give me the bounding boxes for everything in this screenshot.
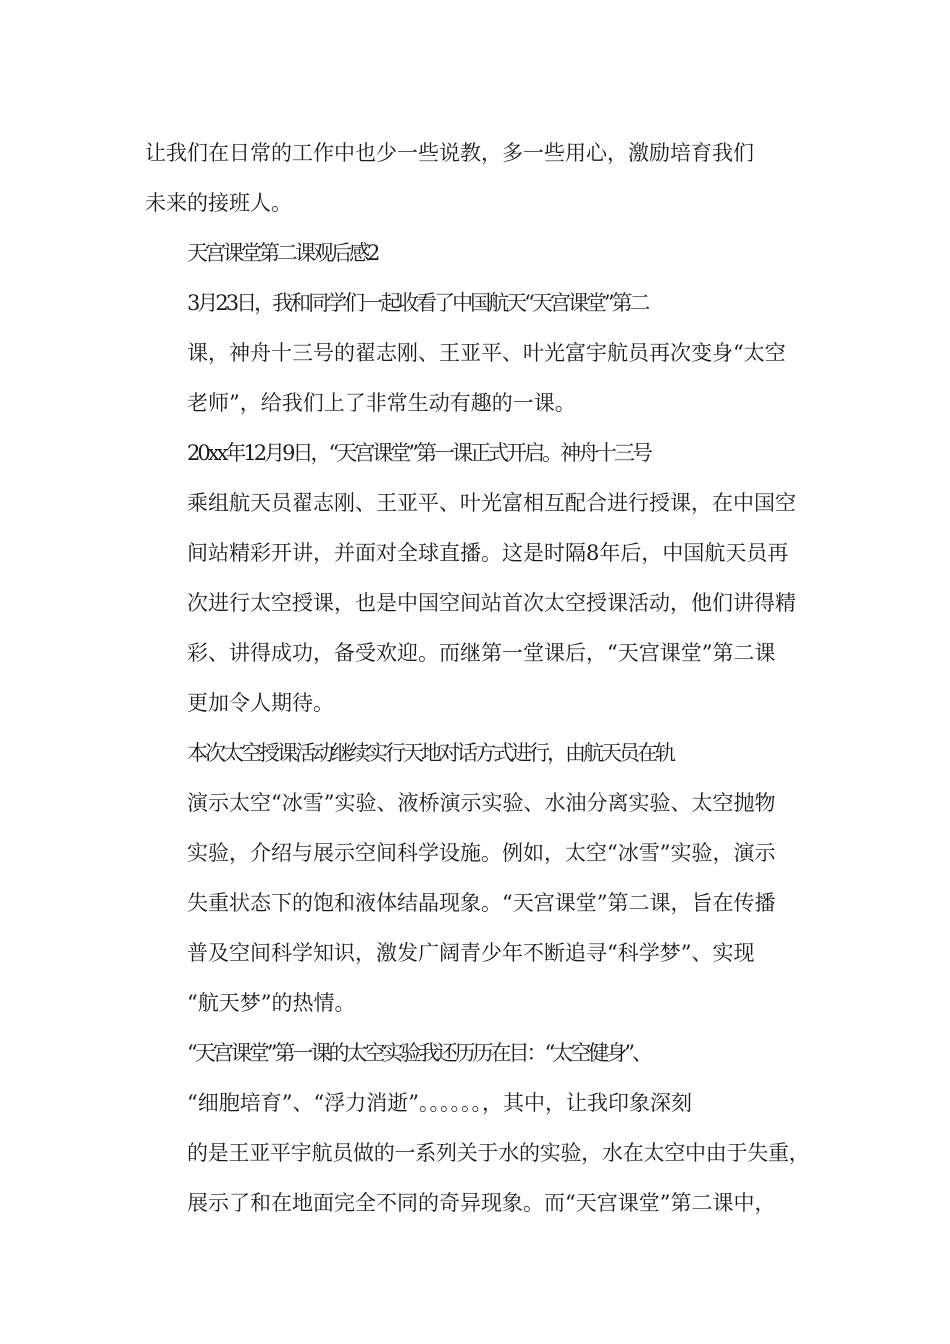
text-line: 未来的接班人。 bbox=[145, 191, 292, 215]
paragraph-first-lesson bbox=[145, 428, 810, 728]
text-line: 课，神舟十三号的翟志刚、王亚平、叶光富宇航员再次变身“太空 bbox=[187, 341, 786, 365]
text-line: 普及空间科学知识，激发广阔青少年不断追寻“科学梦”、实现 bbox=[187, 941, 755, 965]
text-line: 3月23日，我和同学们一起收看了中国航天“天宫课堂”第二 bbox=[187, 291, 648, 315]
text-line: 本次太空授课活动继续实行天地对话方式进行，由航天员在轨 bbox=[187, 741, 673, 765]
text-line: “天宫课堂”第一课的太空实验我还历历在目：“太空健身”、 bbox=[187, 1041, 650, 1065]
text-line: 展示了和在地面完全不同的奇异现象。而“天宫课堂”第二课中， bbox=[187, 1191, 776, 1215]
paragraph-memories bbox=[145, 1028, 810, 1228]
text-line: 失重状态下的饱和液体结晶现象。“天宫课堂”第二课，旨在传播 bbox=[187, 891, 776, 915]
text-line: 的是王亚平宇航员做的一系列关于水的实验，水在太空中由于失重， bbox=[187, 1141, 810, 1165]
text-line: 20xx年12月9日，“天宫课堂”第一课正式开启。神舟十三号 bbox=[187, 441, 650, 465]
text-line: 彩、讲得成功，备受欢迎。而继第一堂课后，“天宫课堂”第二课 bbox=[187, 641, 776, 665]
text-line: 乘组航天员翟志刚、王亚平、叶光富相互配合进行授课，在中国空 bbox=[187, 491, 796, 515]
paragraph-intro bbox=[145, 278, 810, 428]
document-body bbox=[145, 128, 810, 1228]
text-line: “细胞培育”、“浮力消逝”。。。。。。，其中，让我印象深刻 bbox=[187, 1091, 692, 1115]
text-line: 天宫课堂第二课观后感2 bbox=[187, 241, 378, 265]
paragraph-closing-remark bbox=[145, 128, 810, 228]
section-heading bbox=[145, 228, 810, 278]
text-line: 间站精彩开讲，并面对全球直播。这是时隔8年后，中国航天员再 bbox=[187, 541, 789, 565]
text-line: 次进行太空授课，也是中国空间站首次太空授课活动，他们讲得精 bbox=[187, 591, 796, 615]
text-line: 实验，介绍与展示空间科学设施。例如，太空“冰雪”实验，演示 bbox=[187, 841, 776, 865]
text-line: 让我们在日常的工作中也少一些说教，多一些用心，激励培育我们 bbox=[145, 141, 754, 165]
text-line: “航天梦”的热情。 bbox=[187, 991, 356, 1015]
paragraph-experiments bbox=[145, 728, 810, 1028]
text-line: 老师”，给我们上了非常生动有趣的一课。 bbox=[187, 391, 576, 415]
text-line: 更加令人期待。 bbox=[187, 691, 334, 715]
text-line: 演示太空“冰雪”实验、液桥演示实验、水油分离实验、太空抛物 bbox=[187, 791, 776, 815]
